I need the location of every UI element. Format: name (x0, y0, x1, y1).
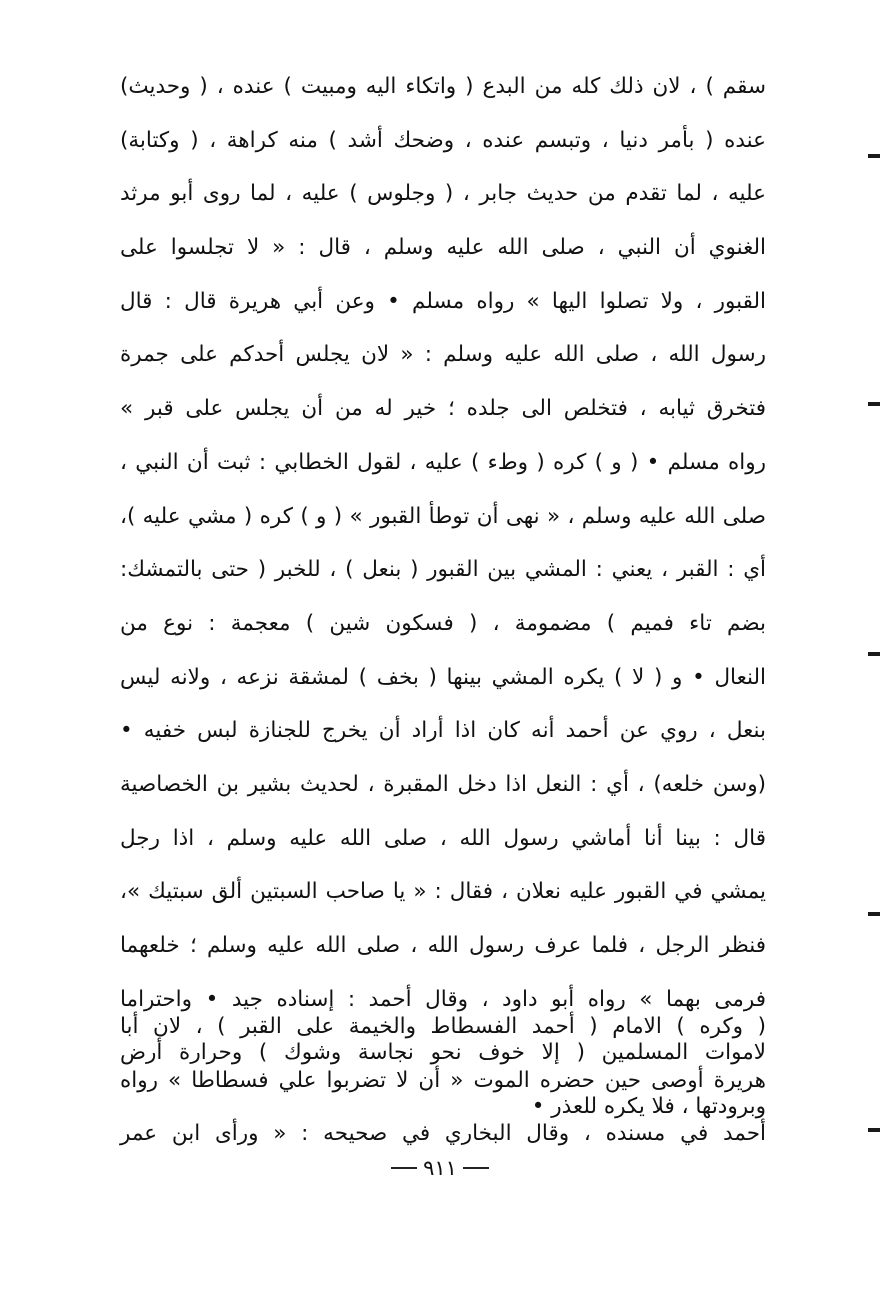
text-line: فرمى بهما » رواه أبو داود ، وقال أحمد : إسناده جيد • واحتراما (120, 986, 766, 1012)
text-line: عليه ، لما تقدم من حديث جابر ، ( وجلوس ) عليه ، لما روى أبو مرثد (120, 181, 766, 207)
text-line: عنده ( بأمر دنيا ، وتبسم عنده ، وضحك أشد ) منه كراهة ، ( وكتابة) (120, 127, 766, 153)
text-line: هريرة أوصى حين حضره الموت « أن لا تضربوا علي فسطاطا » رواه (120, 1067, 766, 1093)
footer-dash-left (391, 1167, 417, 1169)
text-line: يمشي في القبور عليه نعلان ، فقال : « يا صاحب السبتين ألق سبتيك »، (120, 879, 766, 905)
footer-dash-right (463, 1167, 489, 1169)
text-line: أي : القبر ، يعني : المشي بين القبور ( بنعل ) ، للخبر ( حتى بالتمشك: (120, 557, 766, 583)
text-line: وبرودتها ، فلا يكره للعذر • (531, 1094, 766, 1120)
paragraph-1 (120, 60, 766, 1134)
text-line: ( وكره ) الامام ( أحمد الفسطاط والخيمة على القبر ) ، لان أبا (120, 1014, 766, 1039)
edge-mark (868, 402, 880, 406)
paragraph-2 (120, 1000, 766, 1161)
text-line: (وسن خلعه) ، أي : النعل اذا دخل المقبرة ، لحديث بشير بن الخصاصية (120, 771, 766, 797)
edge-mark (868, 1128, 880, 1132)
text-line: رواه مسلم • ( و ) كره ( وطء ) عليه ، لقول الخطابي : ثبت أن النبي ، (120, 449, 766, 475)
text-line: سقم ) ، لان ذلك كله من البدع ( واتكاء اليه ومبيت ) عنده ، ( وحديث) (120, 74, 766, 99)
text-line: القبور ، ولا تصلوا اليها » رواه مسلم • وعن أبي هريرة قال : قال (120, 288, 766, 314)
text-line: أحمد في مسنده ، وقال البخاري في صحيحه : « ورأى ابن عمر (120, 1121, 766, 1147)
text-line: قال : بينا أنا أماشي رسول الله ، صلى الله عليه وسلم ، اذا رجل (120, 825, 766, 851)
edge-mark (868, 912, 880, 916)
text-line: فتخرق ثيابه ، فتخلص الى جلده ؛ خير له من أن يجلس على قبر » (120, 396, 766, 422)
edge-mark (868, 154, 880, 158)
text-line: بضم تاء فميم ) مضمومة ، ( فسكون شين ) معجمة : نوع من (120, 610, 766, 636)
text-line: فنظر الرجل ، فلما عرف رسول الله ، صلى الله عليه وسلم ؛ خلعهما (120, 933, 766, 958)
text-line: النعال • و ( لا ) يكره المشي بينها ( بخف ) لمشقة نزعه ، ولانه ليس (120, 664, 766, 690)
edge-mark (868, 652, 880, 656)
text-line: الغنوي أن النبي ، صلى الله عليه وسلم ، قال : « لا تجلسوا على (120, 235, 766, 261)
text-line: بنعل ، روي عن أحمد أنه كان اذا أراد أن يخرج للجنازة لبس خفيه • (120, 718, 766, 744)
text-line: رسول الله ، صلى الله عليه وسلم : « لان يجلس أحدكم على جمرة (120, 342, 766, 368)
text-line: صلى الله عليه وسلم ، « نهى أن توطأ القبور » ( و ) كره ( مشي عليه )، (120, 503, 766, 529)
text-line: لاموات المسلمين ( إلا خوف نحو نجاسة وشوك ) وحرارة أرض (120, 1040, 766, 1066)
page-number-footer (380, 1148, 500, 1188)
page-number: ٩١١ (423, 1156, 457, 1180)
